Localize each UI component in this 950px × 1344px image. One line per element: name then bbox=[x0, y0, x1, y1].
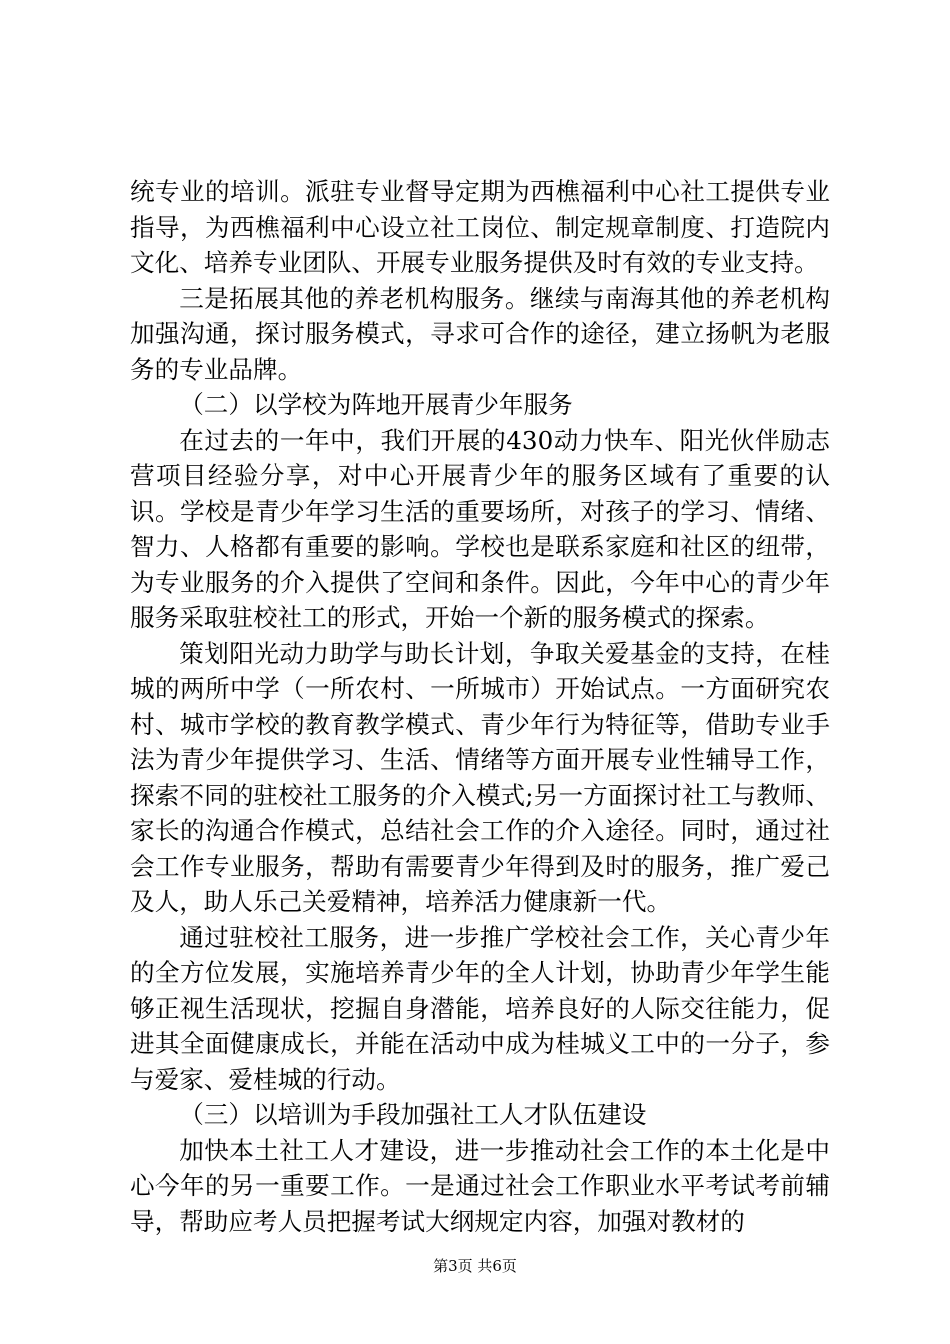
paragraph-1: 统专业的培训。派驻专业督导定期为西樵福利中心社工提供专业指导，为西樵福利中心设立社工岗位、制定规章制度、打造院内文化、培养专业团队、开展专业服务提供及时有效的专业支持。 bbox=[130, 177, 830, 277]
paragraph-3: 在过去的一年中，我们开展的430动力快车、阳光伙伴励志营项目经验分享，对中心开展青少年的服务区域有了重要的认识。学校是青少年学习生活的重要场所，对孩子的学习、情绪、智力、人格都有重要的影响。学校也是联系家庭和社区的纽带，为专业服务的介入提供了空间和条件。因此，今年中心的青少年服务采取驻校社工的形式，开始一个新的服务模式的探索。 bbox=[130, 425, 830, 632]
paragraph-4: 策划阳光动力助学与助长计划，争取关爱基金的支持，在桂城的两所中学（一所农村、一所城市）开始试点。一方面研究农村、城市学校的教育教学模式、青少年行为特征等，借助专业手法为青少年提供学习、生活、情绪等方面开展专业性辅导工作，探索不同的驻校社工服务的介入模式;另一方面探讨社工与教师、家长的沟通合作模式，总结社会工作的介入途径。同时，通过社会工作专业服务，帮助有需要青少年得到及时的服务，推广爱己及人，助人乐己关爱精神，培养活力健康新一代。 bbox=[130, 638, 830, 916]
section-heading-3: （三）以培训为手段加强社工人才队伍建设 bbox=[179, 1100, 647, 1129]
paragraph-2: 三是拓展其他的养老机构服务。继续与南海其他的养老机构加强沟通，探讨服务模式，寻求可合作的途径，建立扬帆为老服务的专业品牌。 bbox=[130, 283, 830, 384]
document-body bbox=[130, 174, 830, 1239]
section-heading-2: （二）以学校为阵地开展青少年服务 bbox=[179, 390, 573, 419]
paragraph-5: 通过驻校社工服务，进一步推广学校社会工作，关心青少年的全方位发展，实施培养青少年的全人计划，协助青少年学生能够正视生活现状，挖掘自身潜能，培养良好的人际交往能力，促进其全面健康成长，并能在活动中成为桂城义工中的一分子，参与爱家、爱桂城的行动。 bbox=[130, 922, 830, 1094]
paragraph-6: 加快本土社工人才建设，进一步推动社会工作的本土化是中心今年的另一重要工作。一是通过社会工作职业水平考试考前辅导，帮助应考人员把握考试大纲规定内容，加强对教材的 bbox=[130, 1135, 830, 1236]
page-footer: 第3页 共6页 bbox=[433, 1257, 517, 1275]
